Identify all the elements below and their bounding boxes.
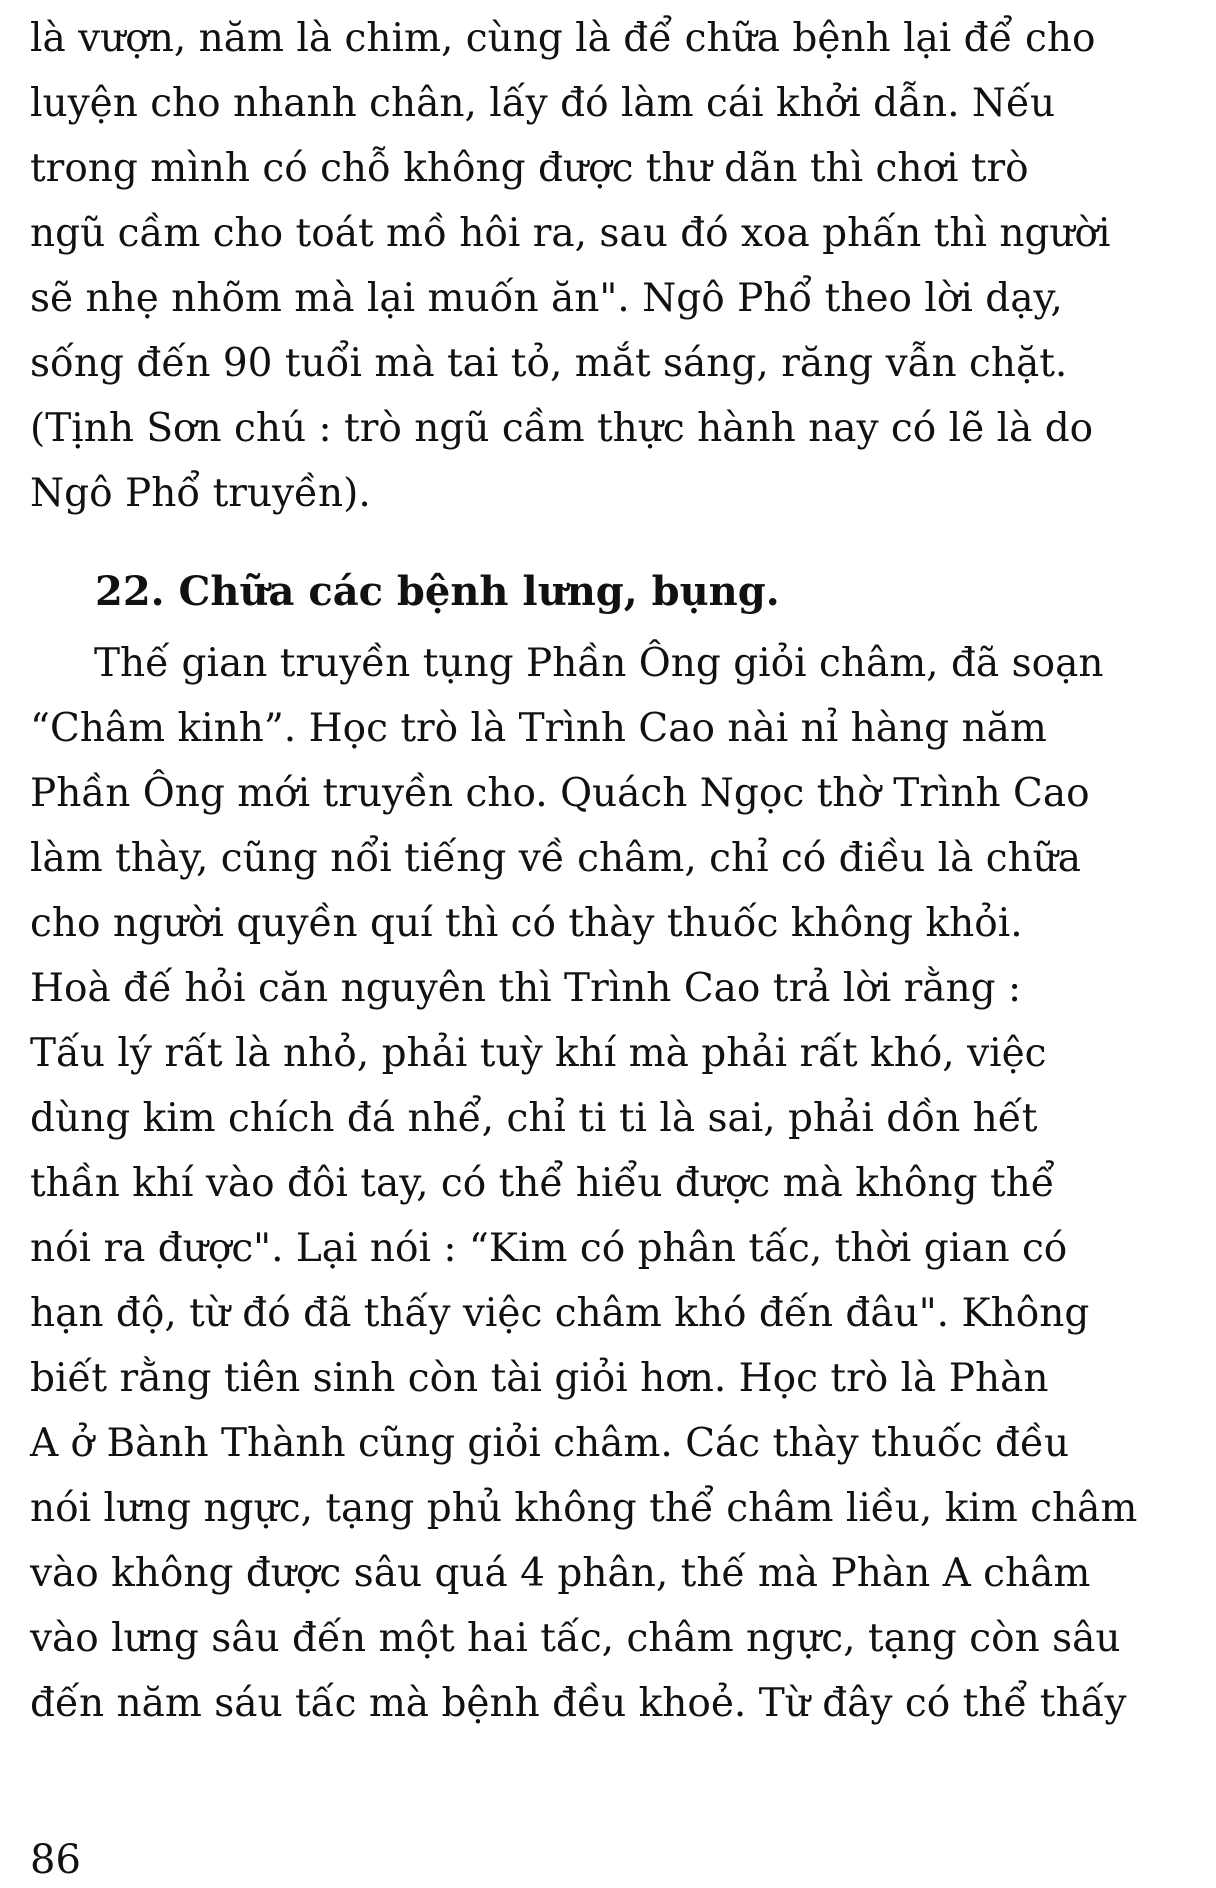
text-line: Ngô Phổ truyền). <box>30 471 371 516</box>
text-line: vào không được sâu quá 4 phân, thế mà Phàn A châm <box>30 1551 1091 1596</box>
text-line: vào lưng sâu đến một hai tấc, châm ngực, tạng còn sâu <box>30 1616 1121 1661</box>
text-line: A ở Bành Thành cũng giỏi châm. Các thày thuốc đều <box>30 1421 1070 1466</box>
text-line: thần khí vào đôi tay, có thể hiểu được mà không thể <box>30 1161 1055 1206</box>
text-line: sẽ nhẹ nhõm mà lại muốn ăn". Ngô Phổ theo lời dạy, <box>30 276 1063 321</box>
text-line: dùng kim chích đá nhể, chỉ ti ti là sai, phải dồn hết <box>30 1096 1038 1141</box>
text-line: Phần Ông mới truyền cho. Quách Ngọc thờ Trình Cao <box>30 771 1090 816</box>
text-line: là vượn, năm là chim, cùng là để chữa bệnh lại để cho <box>30 16 1096 61</box>
text-line: đến năm sáu tấc mà bệnh đều khoẻ. Từ đây có thể thấy <box>30 1681 1127 1726</box>
text-line: làm thày, cũng nổi tiếng về châm, chỉ có điều là chữa <box>30 836 1082 881</box>
text-line: cho người quyền quí thì có thày thuốc không khỏi. <box>30 901 1023 946</box>
text-line: “Châm kinh”. Học trò là Trình Cao nài nỉ hàng năm <box>30 706 1047 751</box>
text-line: nói ra được". Lại nói : “Kim có phân tấc, thời gian có <box>30 1226 1068 1271</box>
section-heading: 22. Chữa các bệnh lưng, bụng. <box>95 568 780 615</box>
page-number: 86 <box>30 1837 81 1883</box>
text-line: sống đến 90 tuổi mà tai tỏ, mắt sáng, răng vẫn chặt. <box>30 341 1068 386</box>
text-line: hạn độ, từ đó đã thấy việc châm khó đến đâu". Không <box>30 1291 1090 1336</box>
text-line: Tấu lý rất là nhỏ, phải tuỳ khí mà phải rất khó, việc <box>30 1031 1047 1076</box>
text-line: ngũ cầm cho toát mồ hôi ra, sau đó xoa phấn thì người <box>30 211 1111 256</box>
text-line: trong mình có chỗ không được thư dãn thì chơi trò <box>30 146 1029 191</box>
text-line: (Tịnh Sơn chú : trò ngũ cầm thực hành nay có lẽ là do <box>30 406 1094 451</box>
text-line: Hoà đế hỏi căn nguyên thì Trình Cao trả lời rằng : <box>30 966 1022 1011</box>
section-body <box>30 631 1196 1736</box>
paragraph-continuation <box>30 6 1196 526</box>
text-line: Thế gian truyền tụng Phần Ông giỏi châm, đã soạn <box>94 641 1104 686</box>
text-line: luyện cho nhanh chân, lấy đó làm cái khởi dẫn. Nếu <box>30 81 1056 126</box>
text-line: nói lưng ngực, tạng phủ không thể châm liều, kim châm <box>30 1486 1138 1531</box>
text-line: biết rằng tiên sinh còn tài giỏi hơn. Học trò là Phàn <box>30 1356 1049 1401</box>
